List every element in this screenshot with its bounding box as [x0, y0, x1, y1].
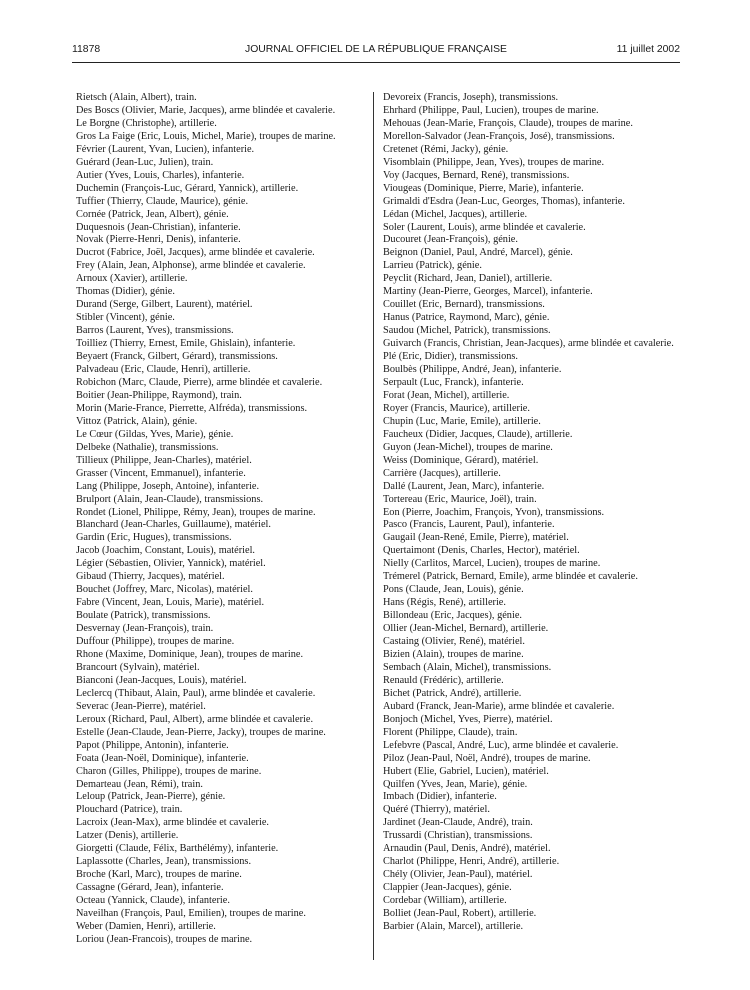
list-entry: Viougeas (Dominique, Pierre, Marie), infanterie. [383, 182, 584, 194]
list-entry: Cassagne (Gérard, Jean), infanterie. [76, 882, 224, 894]
list-entry: Tortereau (Eric, Maurice, Joël), train. [383, 493, 537, 505]
list-entry: Charlot (Philippe, Henri, André), artillerie. [383, 856, 560, 868]
list-entry: Novak (Pierre-Henri, Denis), infanterie. [76, 234, 241, 246]
list-entry: Foata (Jean-Noël, Dominique), infanterie. [76, 752, 249, 764]
list-entry: Le Borgne (Christophe), artillerie. [76, 117, 217, 129]
list-entry: Guivarch (Francis, Christian, Jean-Jacques), arme blindée et cavalerie. [383, 338, 674, 350]
list-entry: Piloz (Jean-Paul, Noël, André), troupes de marine. [383, 752, 591, 764]
list-entry: Durand (Serge, Gilbert, Laurent), matériel. [76, 299, 253, 311]
list-entry: Duquesnois (Jean-Christian), infanterie. [76, 221, 241, 233]
list-entry: Weiss (Dominique, Gérard), matériel. [383, 454, 539, 466]
list-entry: Papot (Philippe, Antonin), infanterie. [76, 739, 229, 751]
list-entry: Le Cœur (Gildas, Yves, Marie), génie. [76, 428, 234, 440]
list-entry: Duffour (Philippe), troupes de marine. [76, 636, 235, 648]
list-entry: Devoreix (Francis, Joseph), transmissions. [383, 92, 559, 103]
list-entry: Faucheux (Didier, Jacques, Claude), artillerie. [383, 428, 573, 440]
list-entry: Grimaldi d'Esdra (Jean-Luc, Georges, Thomas), infanterie. [383, 195, 625, 207]
list-entry: Rondet (Lionel, Philippe, Rémy, Jean), troupes de marine. [76, 506, 316, 518]
list-entry: Imbach (Didier), infanterie. [383, 791, 497, 803]
list-entry: Boitier (Jean-Philippe, Raymond), train. [76, 389, 242, 401]
list-entry: Demarteau (Jean, Rémi), train. [76, 778, 203, 790]
list-entry: Voy (Jacques, Bernard, René), transmissions. [383, 169, 570, 181]
list-entry: Autier (Yves, Louis, Charles), infanterie. [76, 169, 245, 181]
list-entry: Ollier (Jean-Michel, Bernard), artillerie. [383, 623, 549, 635]
list-entry: Palvadeau (Eric, Claude, Henri), artillerie. [76, 364, 251, 376]
list-entry: Bolliet (Jean-Paul, Robert), artillerie. [383, 908, 537, 920]
list-entry: Frey (Alain, Jean, Alphonse), arme blindée et cavalerie. [76, 260, 306, 272]
publication-date: 11 juillet 2002 [616, 44, 680, 55]
list-entry: Beyaert (Franck, Gilbert, Gérard), transmissions. [76, 351, 278, 363]
list-entry: Broche (Karl, Marc), troupes de marine. [76, 869, 242, 881]
list-entry: Leloup (Patrick, Jean-Pierre), génie. [76, 791, 226, 803]
list-entry: Guyon (Jean-Michel), troupes de marine. [383, 441, 553, 453]
journal-title: JOURNAL OFFICIEL DE LA RÉPUBLIQUE FRANÇAISE [245, 44, 507, 55]
list-entry: Castaing (Olivier, René), matériel. [383, 636, 525, 648]
list-entry: Leroux (Richard, Paul, Albert), arme blindée et cavalerie. [76, 713, 314, 725]
list-entry: Fabre (Vincent, Jean, Louis, Marie), matériel. [76, 597, 265, 609]
list-entry: Bichet (Patrick, André), artillerie. [383, 687, 522, 699]
list-entry: Jacob (Joachim, Constant, Louis), matériel. [76, 545, 256, 557]
list-entry: Brancourt (Sylvain), matériel. [76, 661, 200, 673]
list-entry: Couillet (Eric, Bernard), transmissions. [383, 299, 545, 311]
list-entry: Chupin (Luc, Marie, Emile), artillerie. [383, 415, 541, 427]
list-entry: Légier (Sébastien, Olivier, Yannick), matériel. [76, 558, 266, 570]
list-entry: Arnaudin (Paul, Denis, André), matériel. [383, 843, 551, 855]
list-entry: Plouchard (Patrice), train. [76, 804, 183, 816]
list-entry: Cordebar (William), artillerie. [383, 895, 507, 907]
list-entry: Thomas (Didier), génie. [76, 286, 175, 298]
list-entry: Forat (Jean, Michel), artillerie. [383, 389, 510, 401]
list-entry: Clappier (Jean-Jacques), génie. [383, 882, 512, 894]
right-column [383, 92, 679, 934]
list-entry: Desvernay (Jean-François), train. [76, 623, 214, 635]
list-entry: Quilfen (Yves, Jean, Marie), génie. [383, 778, 528, 790]
list-entry: Beignon (Daniel, Paul, André, Marcel), génie. [383, 247, 573, 259]
list-entry: Chély (Olivier, Jean-Paul), matériel. [383, 869, 533, 881]
list-entry: Royer (Francis, Maurice), artillerie. [383, 402, 530, 414]
list-entry: Morin (Marie-France, Pierrette, Alfréda), transmissions. [76, 402, 308, 414]
list-entry: Ducouret (Jean-François), génie. [383, 234, 518, 246]
list-entry: Trémerel (Patrick, Bernard, Emile), arme blindée et cavalerie. [383, 571, 638, 583]
list-entry: Trussardi (Christian), transmissions. [383, 830, 533, 842]
list-entry: Lédan (Michel, Jacques), artillerie. [383, 208, 528, 220]
list-entry: Octeau (Yannick, Claude), infanterie. [76, 895, 230, 907]
list-entry: Barros (Laurent, Yves), transmissions. [76, 325, 234, 337]
list-entry: Mehouas (Jean-Marie, François, Claude), troupes de marine. [383, 117, 633, 129]
list-entry: Aubard (Franck, Jean-Marie), arme blindée et cavalerie. [383, 700, 615, 712]
list-entry: Gaugail (Jean-René, Emile, Pierre), matériel. [383, 532, 569, 544]
page-number: 11878 [72, 44, 101, 55]
list-entry: Pons (Claude, Jean, Louis), génie. [383, 584, 524, 596]
list-entry: Lang (Philippe, Joseph, Antoine), infanterie. [76, 480, 260, 492]
list-entry: Eon (Pierre, Joachim, François, Yvon), transmissions. [383, 506, 605, 518]
list-entry: Martiny (Jean-Pierre, Georges, Marcel), infanterie. [383, 286, 593, 298]
list-entry: Tillieux (Philippe, Jean-Charles), matériel. [76, 454, 252, 466]
list-entry: Hanus (Patrice, Raymond, Marc), génie. [383, 312, 550, 324]
list-entry: Latzer (Denis), artillerie. [76, 830, 179, 842]
list-entry: Bouchet (Joffrey, Marc, Nicolas), matériel. [76, 584, 253, 596]
list-entry: Grasser (Vincent, Emmanuel), infanterie. [76, 467, 246, 479]
list-entry: Larrieu (Patrick), génie. [383, 260, 482, 272]
list-entry: Nielly (Carlitos, Marcel, Lucien), troupes de marine. [383, 558, 601, 570]
list-entry: Bizien (Alain), troupes de marine. [383, 648, 524, 660]
list-entry: Robichon (Marc, Claude, Pierre), arme blindée et cavalerie. [76, 376, 323, 388]
left-column [76, 92, 376, 947]
list-entry: Peyclit (Richard, Jean, Daniel), artillerie. [383, 273, 553, 285]
list-entry: Vittoz (Patrick, Alain), génie. [76, 415, 198, 427]
list-entry: Tuffier (Thierry, Claude, Maurice), génie. [76, 195, 249, 207]
list-entry: Charon (Gilles, Philippe), troupes de marine. [76, 765, 262, 777]
list-entry: Laplassotte (Charles, Jean), transmissions. [76, 856, 252, 868]
list-entry: Guérard (Jean-Luc, Julien), train. [76, 156, 214, 168]
list-entry: Février (Laurent, Yvan, Lucien), infanterie. [76, 143, 255, 155]
list-entry: Hans (Régis, René), artillerie. [383, 597, 506, 609]
list-entry: Bianconi (Jean-Jacques, Louis), matériel. [76, 674, 247, 686]
list-entry: Hubert (Elie, Gabriel, Lucien), matériel. [383, 765, 549, 777]
list-entry: Sembach (Alain, Michel), transmissions. [383, 661, 552, 673]
list-entry: Loriou (Jean-Francois), troupes de marine. [76, 933, 253, 945]
list-entry: Serpault (Luc, Franck), infanterie. [383, 376, 524, 388]
list-entry: Gros La Faige (Eric, Louis, Michel, Marie), troupes de marine. [76, 130, 336, 142]
list-entry: Rhone (Maxime, Dominique, Jean), troupes de marine. [76, 648, 304, 660]
list-entry: Delbeke (Nathalie), transmissions. [76, 441, 219, 453]
list-entry: Duchemin (François-Luc, Gérard, Yannick), artillerie. [76, 182, 299, 194]
page-header [72, 44, 680, 60]
list-entry: Carrière (Jacques), artillerie. [383, 467, 501, 479]
list-entry: Stibler (Vincent), génie. [76, 312, 175, 324]
list-entry: Pasco (Francis, Laurent, Paul), infanterie. [383, 519, 555, 531]
list-entry: Plé (Eric, Didier), transmissions. [383, 351, 518, 363]
list-entry: Quéré (Thierry), matériel. [383, 804, 490, 816]
list-entry: Estelle (Jean-Claude, Jean-Pierre, Jacky), troupes de marine. [76, 726, 326, 738]
list-entry: Boulbès (Philippe, André, Jean), infanterie. [383, 364, 562, 376]
list-entry: Quertaimont (Denis, Charles, Hector), matériel. [383, 545, 580, 557]
list-entry: Dallé (Laurent, Jean, Marc), infanterie. [383, 480, 545, 492]
list-entry: Lacroix (Jean-Max), arme blindée et cavalerie. [76, 817, 269, 829]
list-entry: Rietsch (Alain, Albert), train. [76, 92, 197, 103]
list-entry: Giorgetti (Claude, Félix, Barthélémy), infanterie. [76, 843, 279, 855]
list-entry: Bonjoch (Michel, Yves, Pierre), matériel. [383, 713, 553, 725]
list-entry: Severac (Jean-Pierre), matériel. [76, 700, 206, 712]
list-entry: Toilliez (Thierry, Ernest, Emile, Ghislain), infanterie. [76, 338, 296, 350]
list-entry: Saudou (Michel, Patrick), transmissions. [383, 325, 551, 337]
list-entry: Cretenet (Rémi, Jacky), génie. [383, 143, 509, 155]
list-entry: Barbier (Alain, Marcel), artillerie. [383, 921, 524, 932]
list-entry: Lefebvre (Pascal, André, Luc), arme blindée et cavalerie. [383, 739, 619, 751]
header-rule [72, 62, 680, 63]
list-entry: Soler (Laurent, Louis), arme blindée et cavalerie. [383, 221, 586, 233]
list-entry: Leclercq (Thibaut, Alain, Paul), arme blindée et cavalerie. [76, 687, 316, 699]
list-entry: Gibaud (Thierry, Jacques), matériel. [76, 571, 225, 583]
list-entry: Florent (Philippe, Claude), train. [383, 726, 518, 738]
list-entry: Cornée (Patrick, Jean, Albert), génie. [76, 208, 229, 220]
list-entry: Brulport (Alain, Jean-Claude), transmissions. [76, 493, 264, 505]
list-entry: Des Boscs (Olivier, Marie, Jacques), arme blindée et cavalerie. [76, 104, 336, 116]
list-entry: Blanchard (Jean-Charles, Guillaume), matériel. [76, 519, 271, 531]
list-entry: Gardin (Eric, Hugues), transmissions. [76, 532, 232, 544]
list-entry: Ducrot (Fabrice, Joël, Jacques), arme blindée et cavalerie. [76, 247, 315, 259]
column-divider [373, 92, 374, 960]
list-entry: Billondeau (Eric, Jacques), génie. [383, 610, 522, 622]
list-entry: Boulate (Patrick), transmissions. [76, 610, 211, 622]
list-entry: Weber (Damien, Henri), artillerie. [76, 921, 216, 932]
list-entry: Arnoux (Xavier), artillerie. [76, 273, 188, 285]
list-entry: Naveilhan (François, Paul, Emilien), troupes de marine. [76, 908, 306, 920]
list-entry: Visomblain (Philippe, Jean, Yves), troupes de marine. [383, 156, 605, 168]
list-entry: Renauld (Frédéric), artillerie. [383, 674, 504, 686]
list-entry: Jardinet (Jean-Claude, André), train. [383, 817, 533, 829]
list-entry: Morellon-Salvador (Jean-François, José), transmissions. [383, 130, 615, 142]
list-entry: Ehrhard (Philippe, Paul, Lucien), troupes de marine. [383, 104, 599, 116]
